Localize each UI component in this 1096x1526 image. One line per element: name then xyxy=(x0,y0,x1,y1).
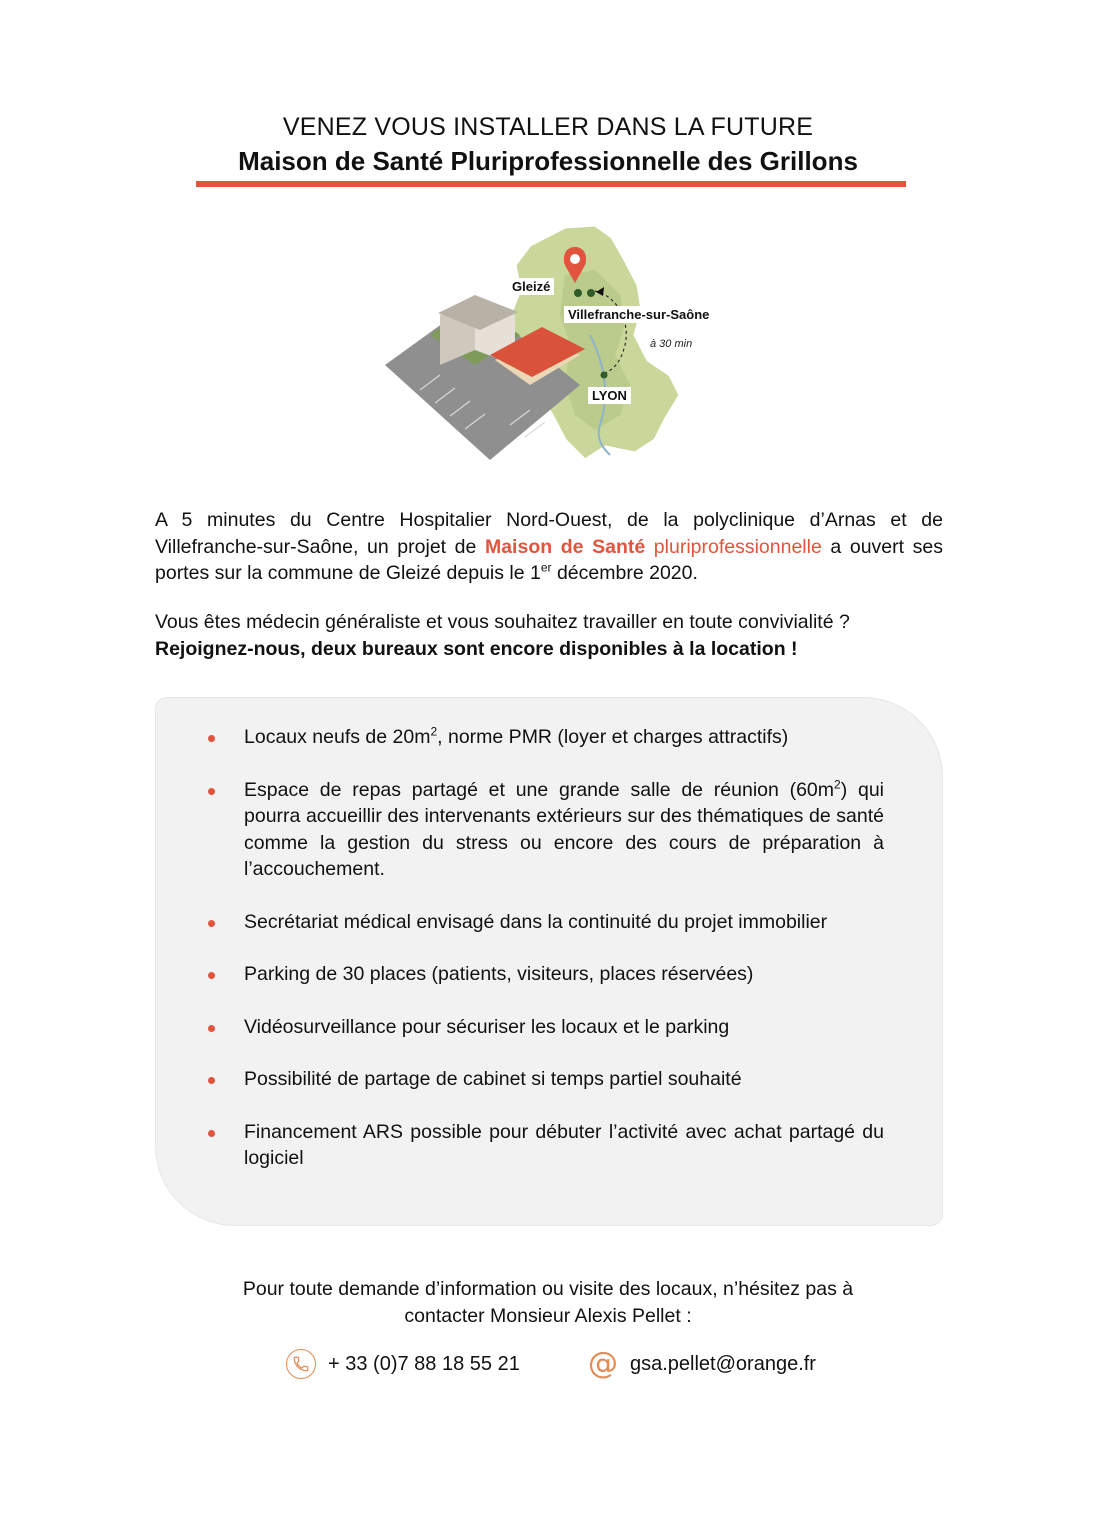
question-paragraph: Vous êtes médecin généraliste et vous souhaitez travailler en toute convivialité ? xyxy=(155,611,850,633)
title-underline xyxy=(196,181,906,187)
feature-item xyxy=(208,909,884,936)
lyon-dot xyxy=(601,372,608,379)
villefranche-dot xyxy=(587,289,595,297)
feature-text: Secrétariat médical envisagé dans la continuité du projet immobilier xyxy=(244,910,828,933)
bullet-dot-icon xyxy=(208,788,215,795)
intro-text-c: décembre 2020. xyxy=(551,562,698,584)
header-line-1: VENEZ VOUS INSTALLER DANS LA FUTURE xyxy=(282,113,814,141)
feature-text: Espace de repas partagé et une grande salle de réunion (60m xyxy=(244,778,835,801)
contact-text-line-2: contacter Monsieur Alexis Pellet : xyxy=(404,1304,692,1327)
bullet-dot-icon xyxy=(208,1130,215,1137)
feature-item xyxy=(208,1014,884,1041)
feature-text: Vidéosurveillance pour sécuriser les locaux et le parking xyxy=(244,1015,730,1038)
feature-item xyxy=(208,724,884,751)
superscript-2: 2 xyxy=(834,777,841,791)
feature-text: Parking de 30 places (patients, visiteurs, places réservées) xyxy=(244,963,754,985)
bullet-dot-icon xyxy=(208,920,215,927)
bullet-dot-icon xyxy=(208,735,215,742)
feature-text: Possibilité de partage de cabinet si temps partiel souhaité xyxy=(244,1068,742,1090)
map-duration-note: à 30 min xyxy=(650,338,693,350)
email-address[interactable]: gsa.pellet@orange.fr xyxy=(630,1352,816,1375)
feature-item xyxy=(208,777,884,883)
feature-item xyxy=(208,961,884,988)
map-label-villefranche: Villefranche-sur-Saône xyxy=(564,306,713,323)
superscript-2: 2 xyxy=(430,724,438,739)
contact-email[interactable] xyxy=(588,1346,816,1382)
map-label-lyon: LYON xyxy=(588,387,631,404)
contact-text xyxy=(0,1276,1096,1329)
bullet-dot-icon xyxy=(208,1077,215,1084)
gleize-dot xyxy=(574,289,582,297)
feature-text: Financement ARS possible pour débuter l’activité avec achat partagé du logiciel xyxy=(244,1120,884,1169)
bullet-dot-icon xyxy=(208,972,215,979)
intro-paragraph xyxy=(155,507,943,587)
location-map-illustration xyxy=(380,215,760,485)
feature-text: Locaux neufs de 20m xyxy=(244,726,431,748)
superscript-er: er xyxy=(540,560,552,575)
feature-text: , norme PMR (loyer et charges attractifs) xyxy=(437,726,789,748)
features-list xyxy=(208,724,884,1172)
feature-item xyxy=(208,1066,884,1093)
contact-phone[interactable] xyxy=(286,1346,520,1382)
intro-text-a: A 5 minutes du Centre Hospitalier Nord-Ouest, de la polyclinique d’Arnas et de Villefranche-sur-Saône, un projet de xyxy=(155,509,943,558)
feature-text: ) qui pourra accueillir des intervenants extérieurs sur des thématiques de santé comme la gestion du stress ou encore des cours de préparation à l’accouchement. xyxy=(244,778,884,880)
intro-text-b: a ouvert ses portes sur la commune de Gleizé depuis le 1 xyxy=(155,535,944,584)
page-title: Maison de Santé Pluriprofessionnelle des Grillons xyxy=(238,146,858,176)
contact-text-line-1: Pour toute demande d’information ou visite des locaux, n’hésitez pas à xyxy=(242,1278,854,1300)
map-graphic xyxy=(380,215,760,485)
phone-number[interactable]: + 33 (0)7 88 18 55 21 xyxy=(328,1352,520,1375)
bullet-dot-icon xyxy=(208,1025,215,1032)
highlight-pluriprofessionnelle: pluriprofessionnelle xyxy=(645,535,822,558)
call-to-action: Rejoignez-nous, deux bureaux sont encore disponibles à la location ! xyxy=(155,638,798,660)
highlight-maison-de-sante: Maison de Santé xyxy=(484,535,646,558)
phone-icon xyxy=(286,1349,316,1379)
map-label-gleize: Gleizé xyxy=(508,278,554,295)
feature-item xyxy=(208,1119,884,1172)
at-sign-icon: @ xyxy=(588,1346,618,1381)
